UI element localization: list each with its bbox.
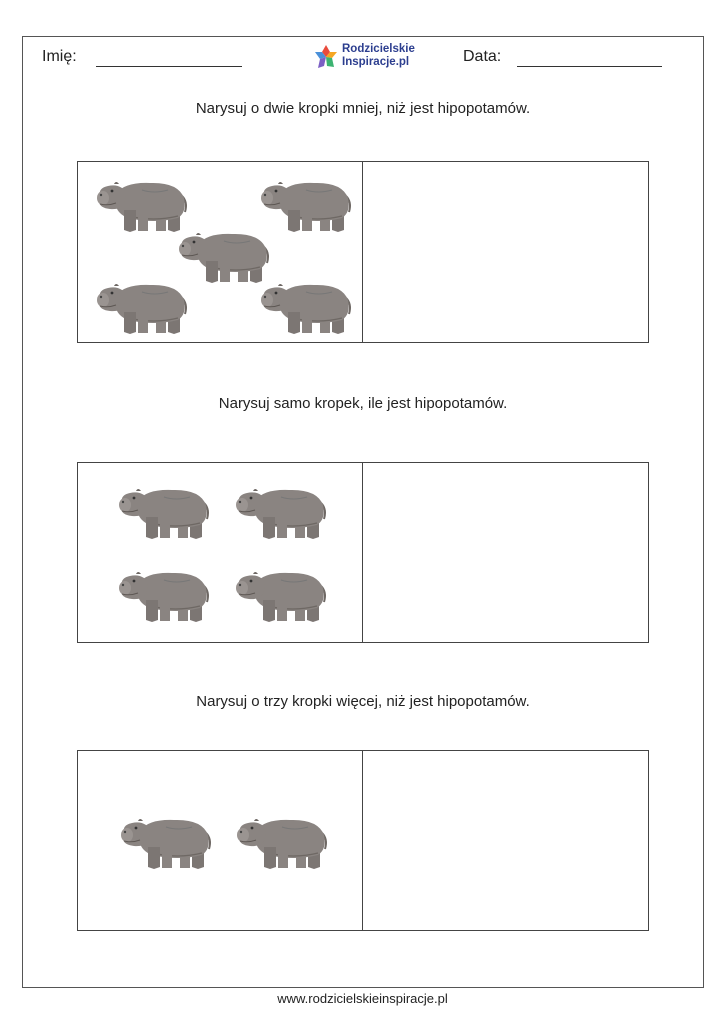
hippo-image	[116, 566, 212, 624]
hippo-image	[94, 176, 190, 234]
footer-url[interactable]: www.rodzicielskieinspiracje.pl	[277, 991, 448, 1006]
name-label: Imię:	[42, 48, 77, 65]
task-1-answer-area[interactable]	[364, 162, 648, 342]
hippo-image	[233, 483, 329, 541]
logo-icon	[312, 42, 340, 72]
hippo-image	[116, 483, 212, 541]
hippo-image	[176, 227, 272, 285]
task-1-box	[77, 161, 649, 343]
box-divider	[362, 751, 363, 930]
box-divider	[362, 463, 363, 642]
logo-line-1: Rodzicielskie	[342, 43, 415, 55]
hippo-image	[258, 278, 354, 336]
hippo-image	[234, 813, 330, 871]
date-line[interactable]	[517, 66, 662, 67]
date-label: Data:	[463, 48, 502, 65]
logo-line-2: Inspiracje.pl	[342, 56, 410, 68]
name-line[interactable]	[96, 66, 242, 67]
task-1-instruction: Narysuj o dwie kropki mniej, niż jest hipopotamów.	[195, 100, 531, 117]
hippo-image	[258, 176, 354, 234]
box-divider	[362, 162, 363, 342]
task-3-answer-area[interactable]	[364, 751, 648, 930]
logo-text	[342, 43, 415, 69]
task-2-instruction: Narysuj samo kropek, ile jest hipopotamów.	[218, 395, 508, 412]
logo	[312, 42, 422, 74]
task-3-box	[77, 750, 649, 931]
hippo-image	[118, 813, 214, 871]
task-2-answer-area[interactable]	[364, 463, 648, 642]
hippo-image	[94, 278, 190, 336]
task-3-instruction: Narysuj o trzy kropki więcej, niż jest hipopotamów.	[196, 693, 530, 710]
task-2-box	[77, 462, 649, 643]
hippo-image	[233, 566, 329, 624]
